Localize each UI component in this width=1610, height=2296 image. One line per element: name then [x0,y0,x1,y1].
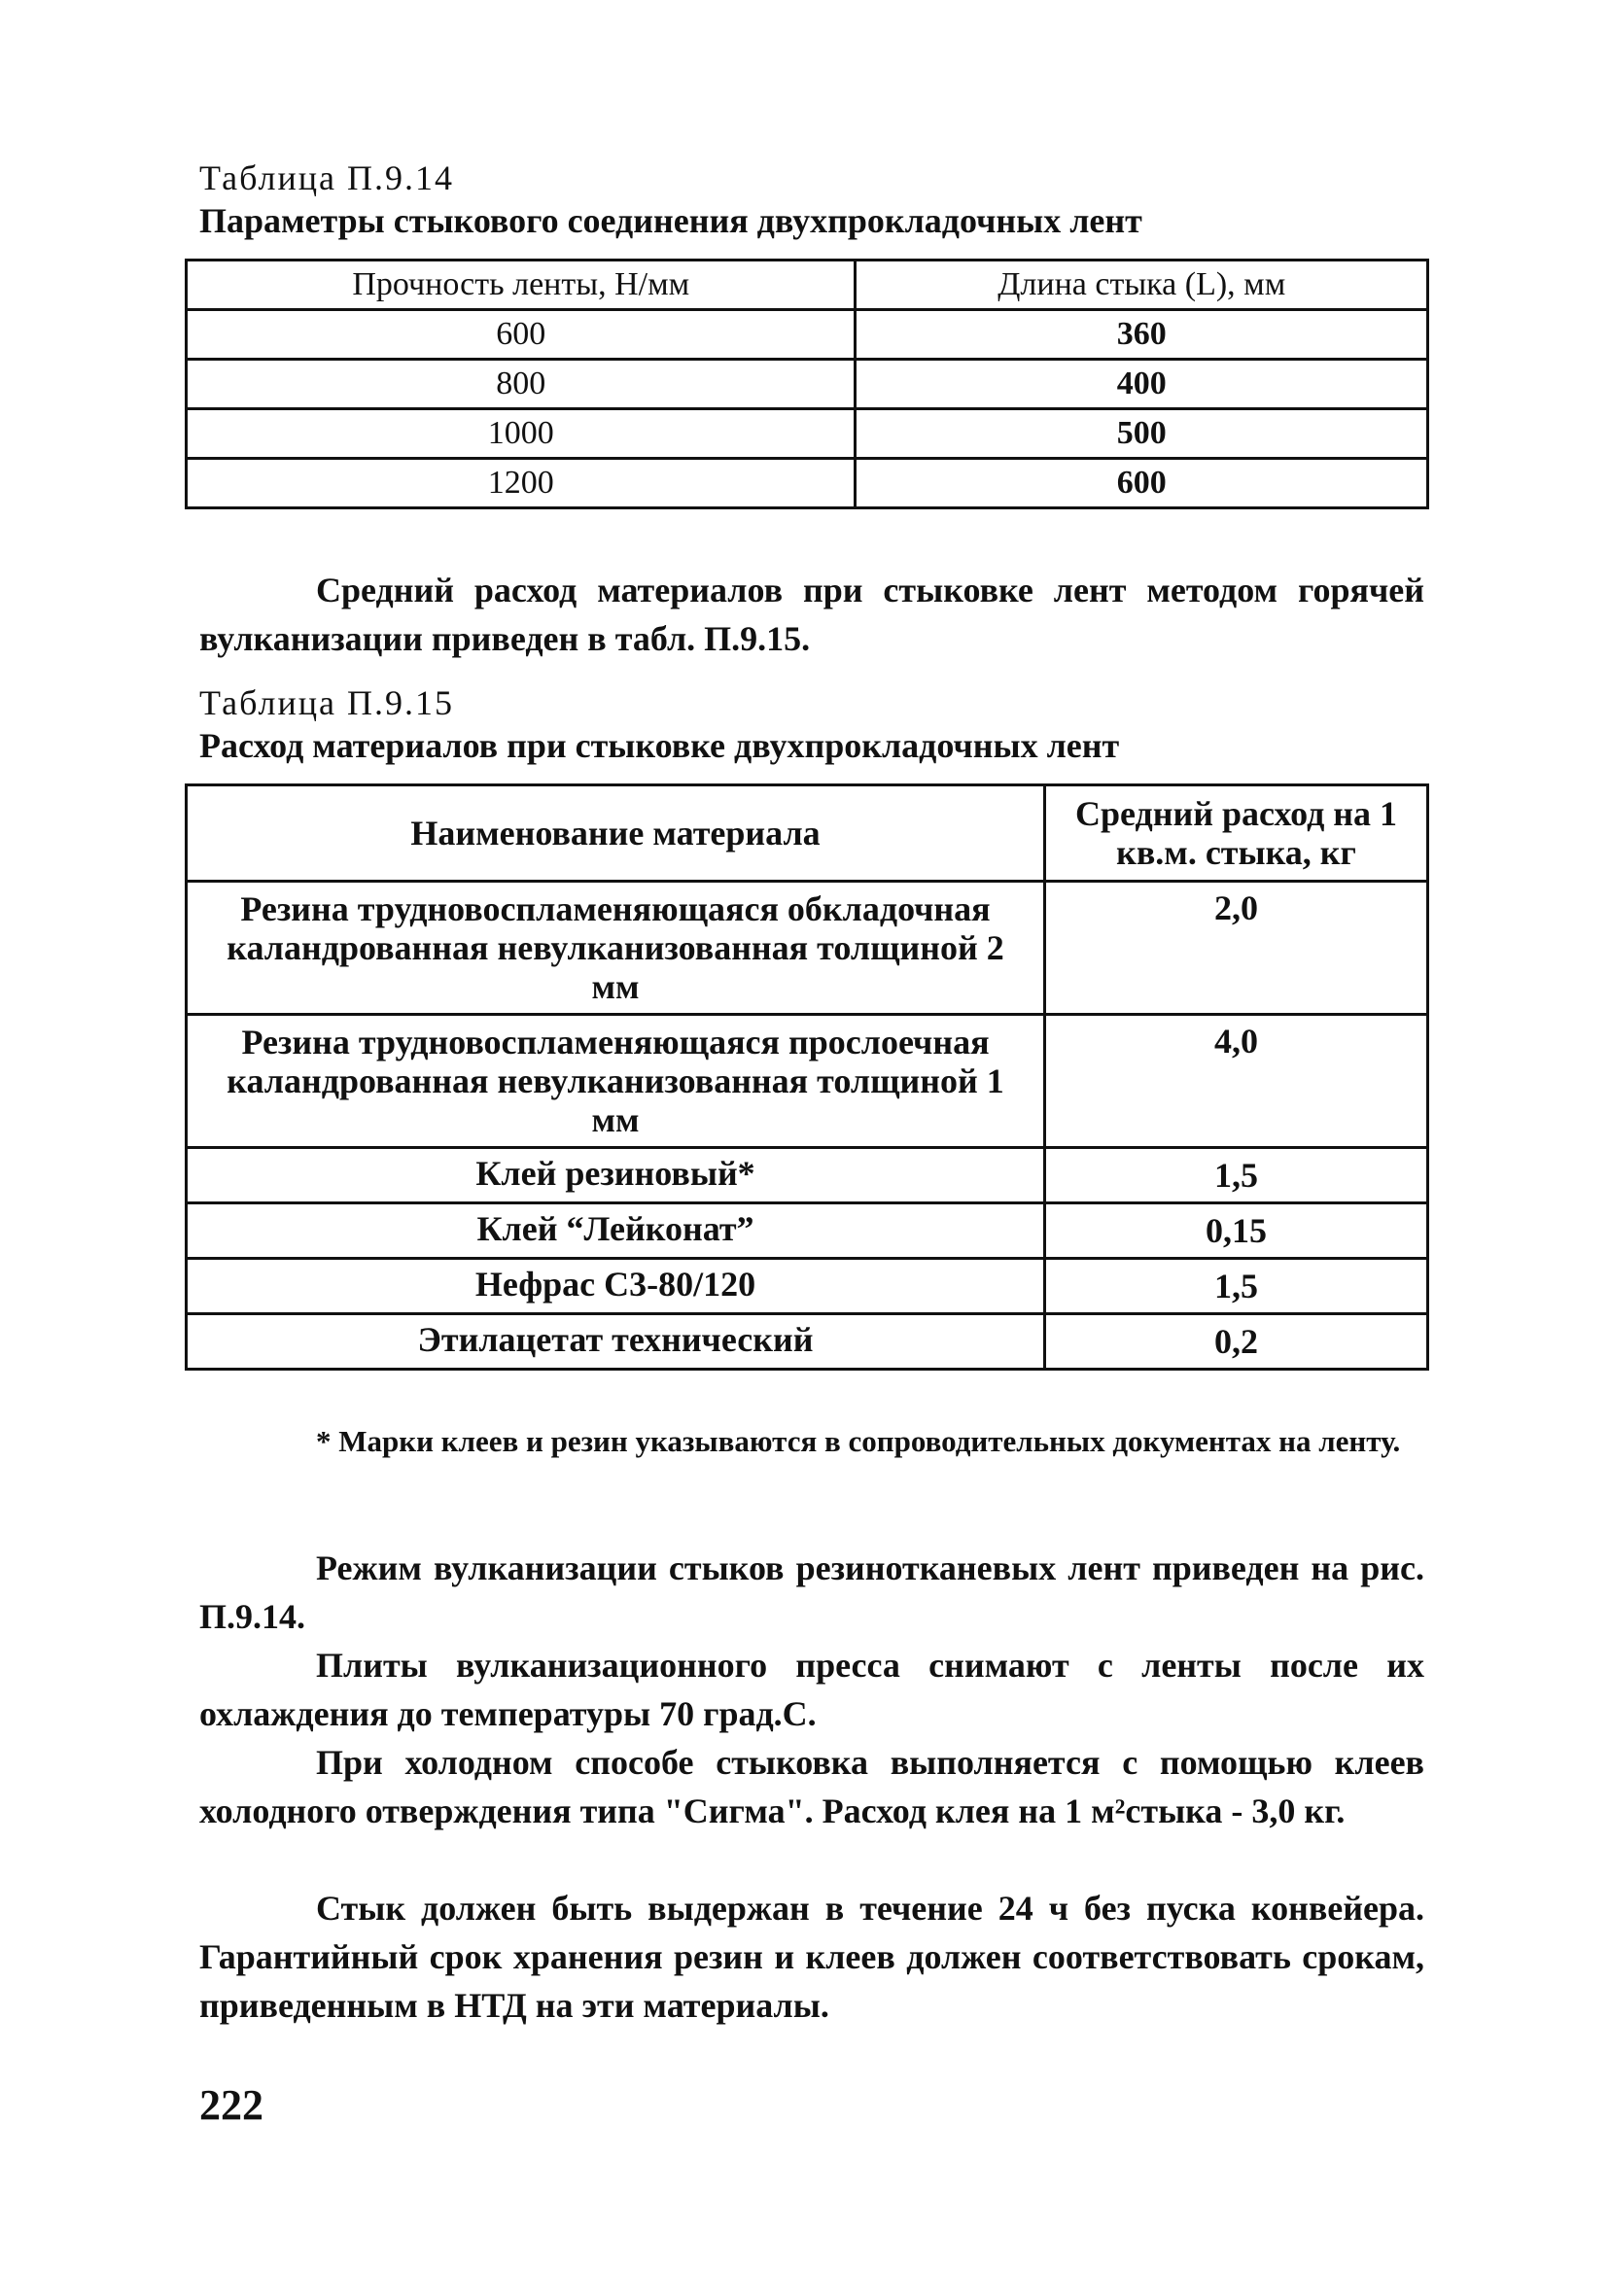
table2-title: Расход материалов при стыковке двухпрокладочных лент [199,726,1120,765]
table-row [187,1203,1428,1259]
table-cell-strength: 600 [187,310,856,360]
joint-parameters-table [185,259,1429,509]
paragraph-2 [199,1544,1424,1641]
paragraph-4-text: При холодном способе стыковка выполняется с помощью клеев холодного отверждения типа "Сигма". Расход клея на 1 м²стыка - 3,0 кг. [199,1743,1424,1830]
table-row [187,360,1428,409]
table-cell-length: 360 [856,310,1428,360]
table-cell-length: 500 [856,409,1428,459]
table-row [187,1314,1428,1370]
paragraph-4 [199,1738,1424,1835]
table-cell-consumption: 0,15 [1045,1203,1428,1259]
table-cell-material: Клей “Лейконат” [187,1203,1045,1259]
table-cell-material: Нефрас С3-80/120 [187,1259,1045,1314]
table2-caption: Таблица П.9.15 [199,683,454,722]
paragraph-2-text: Режим вулканизации стыков резинотканевых лент приведен на рис. П.9.14. [199,1548,1424,1636]
table-cell-consumption: 1,5 [1045,1148,1428,1203]
column-header-strength: Прочность ленты, Н/мм [187,261,856,310]
table-cell-material: Этилацетат технический [187,1314,1045,1370]
table-cell-consumption: 4,0 [1045,1015,1428,1148]
column-header-joint-length: Длина стыка (L), мм [856,261,1428,310]
table-row [187,1015,1428,1148]
paragraph-1 [199,566,1424,663]
paragraph-3 [199,1641,1424,1738]
paragraph-1-text: Средний расход материалов при стыковке лент методом горячей вулканизации приведен в табл. П.9.15. [199,571,1424,658]
table-row [187,1259,1428,1314]
table-cell-material: Резина трудновоспламеняющаяся обкладочная каландрованная невулканизованная толщиной 2 мм [187,882,1045,1015]
table-row [187,310,1428,360]
table-cell-material: Резина трудновоспламеняющаяся прослоечная каландрованная невулканизованная толщиной 1 мм [187,1015,1045,1148]
table-cell-consumption: 1,5 [1045,1259,1428,1314]
table-cell-strength: 800 [187,360,856,409]
table-cell-length: 400 [856,360,1428,409]
paragraph-3-text: Плиты вулканизационного пресса снимают с ленты после их охлаждения до температуры 70 град.С. [199,1646,1424,1733]
materials-consumption-table [185,783,1429,1371]
table-row [187,459,1428,508]
table-cell-strength: 1200 [187,459,856,508]
page-number: 222 [199,2081,263,2129]
footnote-text: * Марки клеев и резин указываются в сопроводительных документах на ленту. [316,1424,1401,1458]
table-cell-consumption: 0,2 [1045,1314,1428,1370]
table1-caption: Таблица П.9.14 [199,158,454,197]
table1-title: Параметры стыкового соединения двухпрокладочных лент [199,201,1142,240]
footnote [199,1421,1424,1462]
table-row [187,882,1428,1015]
table-row [187,409,1428,459]
table-header-row [187,785,1428,882]
table-header-row [187,261,1428,310]
table-cell-consumption: 2,0 [1045,882,1428,1015]
paragraph-5 [199,1884,1424,2030]
table-cell-length: 600 [856,459,1428,508]
table-row [187,1148,1428,1203]
column-header-material: Наименование материала [187,785,1045,882]
table-cell-material: Клей резиновый* [187,1148,1045,1203]
column-header-consumption: Средний расход на 1 кв.м. стыка, кг [1045,785,1428,882]
table-cell-strength: 1000 [187,409,856,459]
paragraph-5-text: Стык должен быть выдержан в течение 24 ч без пуска конвейера. Гарантийный срок хранения резин и клеев должен соответствовать срокам, приведенным в НТД на эти материалы. [199,1889,1424,2025]
